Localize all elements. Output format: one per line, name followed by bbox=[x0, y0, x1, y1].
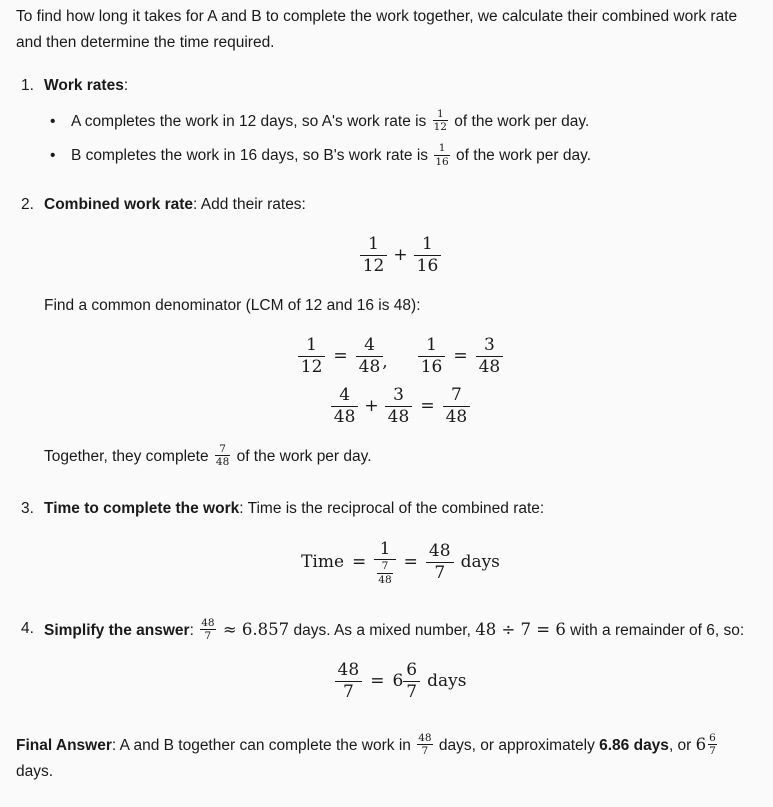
display-fraction bbox=[403, 660, 420, 702]
nested-fraction bbox=[374, 539, 395, 586]
whole-number: 6 bbox=[392, 671, 404, 692]
list-item-time-to-complete bbox=[16, 496, 757, 602]
item-number: 3. bbox=[21, 500, 34, 518]
bullet-text-pre: A completes the work in 12 days, so A's work rate is bbox=[71, 113, 431, 131]
fraction-numerator: 1 bbox=[306, 334, 317, 355]
equals-sign: = bbox=[420, 396, 435, 417]
display-fraction bbox=[335, 660, 363, 702]
days-word: days bbox=[460, 552, 500, 573]
days-word: days bbox=[427, 671, 467, 692]
final-answer-label: Final Answer bbox=[16, 736, 112, 754]
ordered-list bbox=[16, 73, 757, 719]
equals-sign: = bbox=[333, 345, 348, 366]
bullet-list bbox=[44, 109, 757, 170]
mixed-number bbox=[696, 733, 719, 759]
plus-operator: + bbox=[393, 245, 408, 266]
equation-mixed-number bbox=[44, 660, 757, 702]
fraction-numerator: 48 bbox=[428, 541, 451, 561]
equation-group bbox=[44, 335, 757, 428]
fraction-denominator: 7 bbox=[200, 629, 215, 642]
whole-number: 6 bbox=[695, 735, 707, 755]
final-approx-value: 6.86 days bbox=[599, 736, 669, 754]
fraction-denominator: 48 bbox=[378, 573, 392, 586]
fraction-denominator: 48 bbox=[385, 406, 413, 428]
item-heading-rest: : Add their rates: bbox=[193, 195, 306, 213]
display-fraction bbox=[331, 385, 359, 427]
equation-rate-sum bbox=[44, 234, 757, 276]
final-mid: days, or approximately bbox=[434, 736, 600, 754]
bullet-marker: • bbox=[50, 113, 56, 131]
bullet-item-a bbox=[44, 109, 757, 135]
display-fraction bbox=[360, 234, 388, 276]
fraction-denominator: 16 bbox=[414, 255, 442, 277]
fraction-numerator: 48 bbox=[418, 731, 432, 744]
bullet-item-b bbox=[44, 143, 757, 169]
final-pre: : A and B together can complete the work in bbox=[111, 736, 416, 754]
plus-operator: + bbox=[364, 396, 379, 417]
display-fraction bbox=[414, 234, 442, 276]
fraction-numerator: 1 bbox=[379, 538, 391, 559]
item-heading-rest: : Time is the reciprocal of the combined rate: bbox=[239, 500, 545, 518]
bullet-marker: • bbox=[50, 147, 56, 165]
fraction-numerator: 48 bbox=[337, 660, 360, 681]
fraction-denominator: 7 bbox=[335, 681, 363, 703]
display-fraction bbox=[426, 541, 454, 583]
equation-time bbox=[44, 539, 757, 586]
inline-fraction bbox=[433, 108, 448, 134]
fraction-numerator: 4 bbox=[339, 385, 351, 406]
bullet-text-post: of the work per day. bbox=[451, 147, 591, 165]
intro-paragraph: To find how long it takes for A and B to complete the work together, we calculate their combined work rate and then determine the time required. bbox=[16, 8, 738, 52]
fraction-denominator: 12 bbox=[360, 255, 388, 277]
fraction-denominator: 16 bbox=[418, 356, 446, 378]
fraction-numerator: 1 bbox=[436, 108, 444, 121]
fraction-numerator: 48 bbox=[201, 617, 215, 630]
item-title: Work rates bbox=[44, 76, 124, 94]
equals-sign: = bbox=[370, 671, 385, 692]
fraction-denominator: 48 bbox=[215, 456, 230, 469]
fraction-denominator: 16 bbox=[435, 155, 449, 168]
inline-fraction bbox=[417, 732, 432, 758]
item-body bbox=[44, 496, 757, 602]
item-title: Time to complete the work bbox=[44, 500, 240, 518]
item-heading-rest: : bbox=[189, 621, 199, 639]
fraction-numerator: 6 bbox=[709, 731, 716, 744]
time-word: Time bbox=[301, 552, 345, 573]
fraction-denominator: 7 bbox=[403, 681, 420, 703]
item-body bbox=[44, 616, 757, 719]
fraction-numerator: 7 bbox=[219, 442, 226, 455]
common-denominator-text: Find a common denominator (LCM of 12 and 16 is 48): bbox=[44, 296, 421, 314]
item-text-mid: days. As a mixed number, bbox=[289, 621, 476, 639]
item-heading bbox=[44, 192, 757, 218]
display-fraction bbox=[385, 385, 413, 427]
fraction-numerator: 1 bbox=[426, 334, 437, 355]
bullet-text bbox=[71, 143, 591, 169]
item-text-tail: with a remainder of 6, so: bbox=[565, 621, 745, 639]
inline-fraction bbox=[708, 732, 717, 758]
approx-value: ≈ 6.857 bbox=[217, 619, 290, 639]
item-title: Simplify the answer bbox=[44, 621, 190, 639]
fraction-denominator bbox=[374, 559, 395, 586]
item-body bbox=[44, 192, 757, 482]
fraction-denominator: 12 bbox=[298, 356, 326, 378]
final-post: days. bbox=[16, 763, 54, 781]
together-pre: Together, they complete bbox=[44, 447, 213, 465]
equals-sign: = bbox=[352, 552, 367, 573]
fraction-denominator: 7 bbox=[426, 562, 454, 584]
fraction-denominator: 48 bbox=[476, 356, 504, 378]
fraction-denominator: 7 bbox=[417, 744, 432, 757]
item-heading bbox=[44, 73, 757, 99]
display-fraction bbox=[298, 335, 326, 377]
list-item-work-rates bbox=[16, 73, 757, 178]
fraction-numerator: 1 bbox=[368, 234, 379, 255]
inline-fraction bbox=[434, 142, 449, 168]
bullet-text bbox=[71, 109, 589, 135]
division-expression: 48 ÷ 7 = 6 bbox=[475, 619, 566, 639]
equation-add-fractions bbox=[44, 385, 757, 427]
equals-sign: = bbox=[403, 552, 418, 573]
fraction-denominator: 7 bbox=[709, 745, 716, 758]
final-or: , or bbox=[668, 736, 696, 754]
equation-convert-fractions bbox=[44, 335, 757, 377]
fraction-numerator: 6 bbox=[406, 660, 418, 681]
fraction-numerator: 4 bbox=[364, 334, 375, 355]
inline-fraction bbox=[215, 443, 230, 469]
fraction-numerator: 1 bbox=[438, 142, 446, 155]
fraction-denominator: 48 bbox=[356, 356, 384, 378]
fraction-denominator: 48 bbox=[331, 406, 359, 428]
item-heading bbox=[44, 496, 757, 522]
list-item-combined-rate bbox=[16, 192, 757, 482]
item-number: 4. bbox=[21, 619, 34, 637]
item-number: 2. bbox=[21, 195, 34, 213]
fraction-denominator: 48 bbox=[443, 406, 471, 428]
display-fraction bbox=[418, 335, 446, 377]
fraction-numerator: 3 bbox=[484, 334, 495, 355]
comma: , bbox=[382, 351, 388, 372]
fraction-numerator: 3 bbox=[393, 385, 404, 406]
item-title: Combined work rate bbox=[44, 195, 193, 213]
fraction-numerator: 7 bbox=[381, 560, 389, 573]
display-fraction bbox=[476, 335, 504, 377]
bullet-text-post: of the work per day. bbox=[450, 113, 590, 131]
fraction-numerator: 7 bbox=[450, 385, 462, 406]
together-text bbox=[44, 444, 757, 470]
together-post: of the work per day. bbox=[232, 447, 372, 465]
fraction-denominator: 12 bbox=[433, 121, 447, 134]
item-number: 1. bbox=[21, 76, 34, 94]
item-body bbox=[44, 73, 757, 178]
bullet-text-pre: B completes the work in 16 days, so B's work rate is bbox=[71, 147, 433, 165]
display-fraction bbox=[356, 335, 384, 377]
equals-sign: = bbox=[453, 345, 468, 366]
inner-fraction bbox=[377, 560, 392, 586]
fraction-numerator: 1 bbox=[422, 234, 433, 255]
inline-fraction bbox=[200, 617, 215, 643]
item-heading-rest: : bbox=[123, 76, 129, 94]
display-fraction bbox=[443, 385, 471, 427]
list-item-simplify bbox=[16, 616, 757, 719]
item-heading bbox=[44, 616, 757, 644]
final-answer-paragraph bbox=[16, 733, 757, 786]
